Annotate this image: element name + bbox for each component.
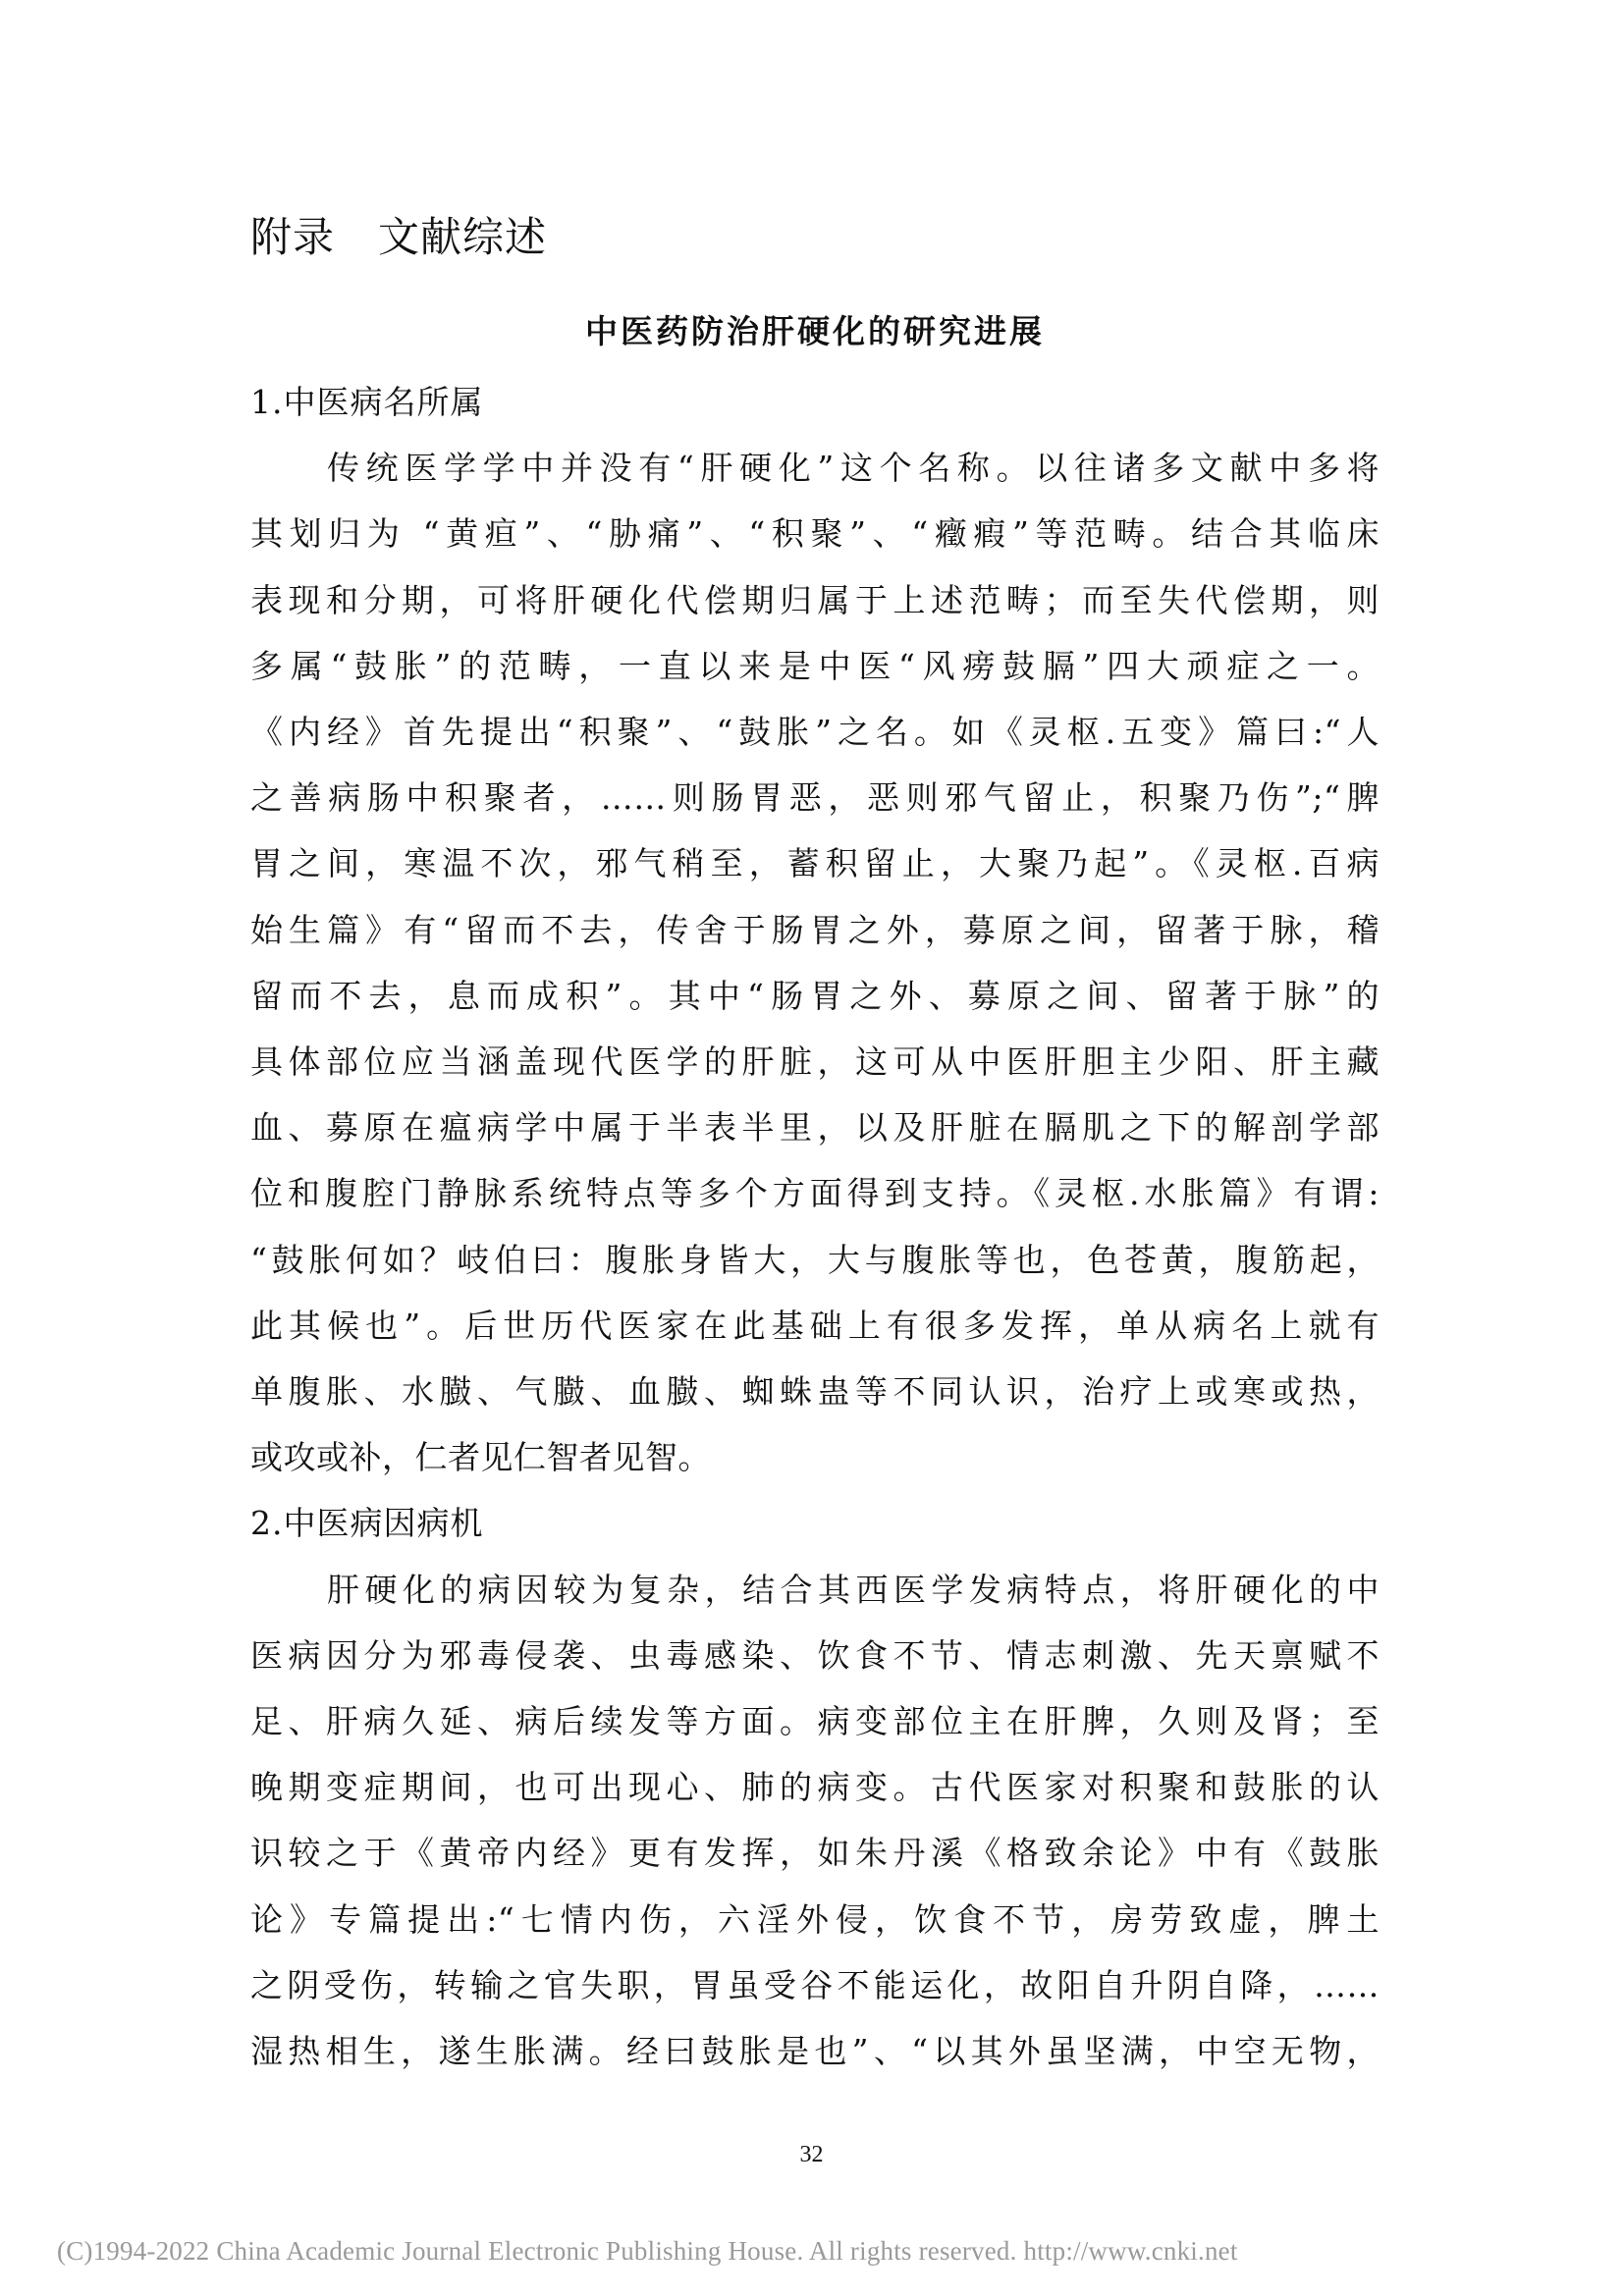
text-line: 《内经》首先提出“积聚”、“鼓胀”之名。如《灵枢.五变》篇曰:“人 (250, 713, 1380, 752)
text-line: 肝硬化的病因较为复杂，结合其西医学发病特点，将肝硬化的中 (327, 1570, 1380, 1609)
copyright-footer: (C)1994-2022 China Academic Journal Electronic Publishing House. All rights reserved. http://www.cnki.net (57, 2236, 1238, 2266)
text-line: 足、肝病久延、病后续发等方面。病变部位主在肝脾，久则及肾；至 (250, 1702, 1380, 1741)
text-line: 论》专篇提出:“七情内伤，六淫外侵，饮食不节，房劳致虚，脾土 (250, 1899, 1380, 1939)
appendix-label: 附录 (250, 213, 336, 261)
text-line: 之善病肠中积聚者，……则肠胃恶，恶则邪气留止，积聚乃伤”;“脾 (250, 778, 1380, 818)
text-line: 单腹胀、水臌、气臌、血臌、蜘蛛蛊等不同认识，治疗上或寒或热， (250, 1372, 1380, 1412)
text-line: 医病因分为邪毒侵袭、虫毒感染、饮食不节、情志刺激、先天禀赋不 (250, 1635, 1380, 1675)
text-line: 之阴受伤，转输之官失职，胃虽受谷不能运化，故阳自升阴自降，…… (250, 1965, 1380, 2004)
text-line: 其划归为 “黄疸”、“胁痛”、“积聚”、“癥瘕”等范畴。结合其临床 (250, 514, 1380, 554)
appendix-title: 文献综述 (378, 213, 548, 261)
text-line: 晚期变症期间，也可出现心、肺的病变。古代医家对积聚和鼓胀的认 (250, 1768, 1380, 1807)
text-line: 多属“鼓胀”的范畴，一直以来是中医“风痨鼓膈”四大顽症之一。 (250, 646, 1380, 685)
section-2-paragraph (250, 1557, 1380, 2085)
article-title: 中医药防治肝硬化的研究进展 (585, 312, 1045, 350)
text-line: 识较之于《黄帝内经》更有发挥，如朱丹溪《格致余论》中有《鼓胀 (250, 1834, 1380, 1873)
text-line: 表现和分期，可将肝硬化代偿期归属于上述范畴；而至失代偿期，则 (250, 580, 1380, 619)
section-1-paragraph (250, 435, 1380, 1490)
text-line: 或攻或补，仁者见仁智者见智。 (250, 1438, 711, 1477)
text-line: 胃之间，寒温不次，邪气稍至，蓄积留止，大聚乃起”。《灵枢.百病 (250, 844, 1380, 883)
section-heading-1: 1.中医病名所属 (250, 383, 484, 421)
section-heading-2: 2.中医病因病机 (250, 1504, 484, 1543)
text-line: “鼓胀何如？岐伯曰：腹胀身皆大，大与腹胀等也，色苍黄，腹筋起， (250, 1240, 1380, 1279)
text-line: 传统医学学中并没有“肝硬化”这个名称。以往诸多文献中多将 (327, 449, 1380, 488)
page-number: 32 (799, 2142, 824, 2167)
text-line: 具体部位应当涵盖现代医学的肝脏，这可从中医肝胆主少阳、肝主藏 (250, 1042, 1380, 1082)
appendix-heading (250, 208, 547, 267)
text-line: 此其候也”。后世历代医家在此基础上有很多发挥，单从病名上就有 (250, 1306, 1380, 1345)
article-body (250, 369, 1380, 2084)
text-line: 留而不去，息而成积”。其中“肠胃之外、募原之间、留著于脉”的 (250, 976, 1380, 1015)
text-line: 湿热相生，遂生胀满。经曰鼓胀是也”、“以其外虽坚满，中空无物， (250, 2032, 1380, 2071)
text-line: 血、募原在瘟病学中属于半表半里，以及肝脏在膈肌之下的解剖学部 (250, 1108, 1380, 1148)
text-line: 始生篇》有“留而不去，传舍于肠胃之外，募原之间，留著于脉，稽 (250, 910, 1380, 949)
text-line: 位和腹腔门静脉系统特点等多个方面得到支持。《灵枢.水胀篇》有谓: (250, 1174, 1380, 1213)
